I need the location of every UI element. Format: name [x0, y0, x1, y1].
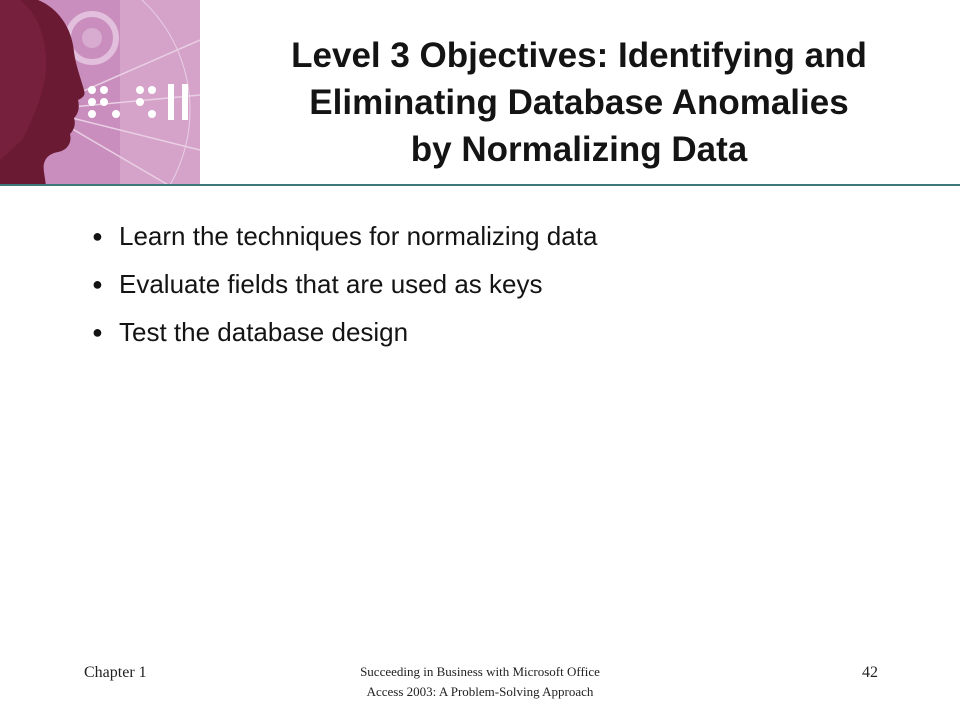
footer-course-line: Succeeding in Business with Microsoft Office: [360, 664, 600, 679]
bullet-item: [86, 312, 926, 360]
bullet-icon: ●: [92, 226, 103, 246]
slide-title-line: Eliminating Database Anomalies: [309, 83, 849, 122]
slide-title-line: by Normalizing Data: [410, 130, 748, 169]
bullet-icon: ●: [92, 322, 103, 342]
page-number: 42: [862, 664, 878, 681]
footer-chapter: Chapter 1: [84, 664, 147, 681]
bullet-item: [86, 216, 926, 264]
footer-course-title: [300, 662, 660, 702]
footer-course-line: Access 2003: A Problem-Solving Approach: [366, 684, 594, 699]
bullet-text: Evaluate fields that are used as keys: [119, 269, 543, 299]
slide-title-line: Level 3 Objectives: Identifying and: [291, 36, 867, 75]
bullet-item: [86, 264, 926, 312]
profile-silhouette-icon: [0, 0, 200, 186]
title-rule: [0, 184, 960, 186]
bullet-text: Test the database design: [119, 317, 409, 347]
slide-title: [204, 32, 954, 173]
bullet-text: Learn the techniques for normalizing data: [119, 221, 598, 251]
bullet-list: [86, 216, 926, 360]
bullet-icon: ●: [92, 274, 103, 294]
